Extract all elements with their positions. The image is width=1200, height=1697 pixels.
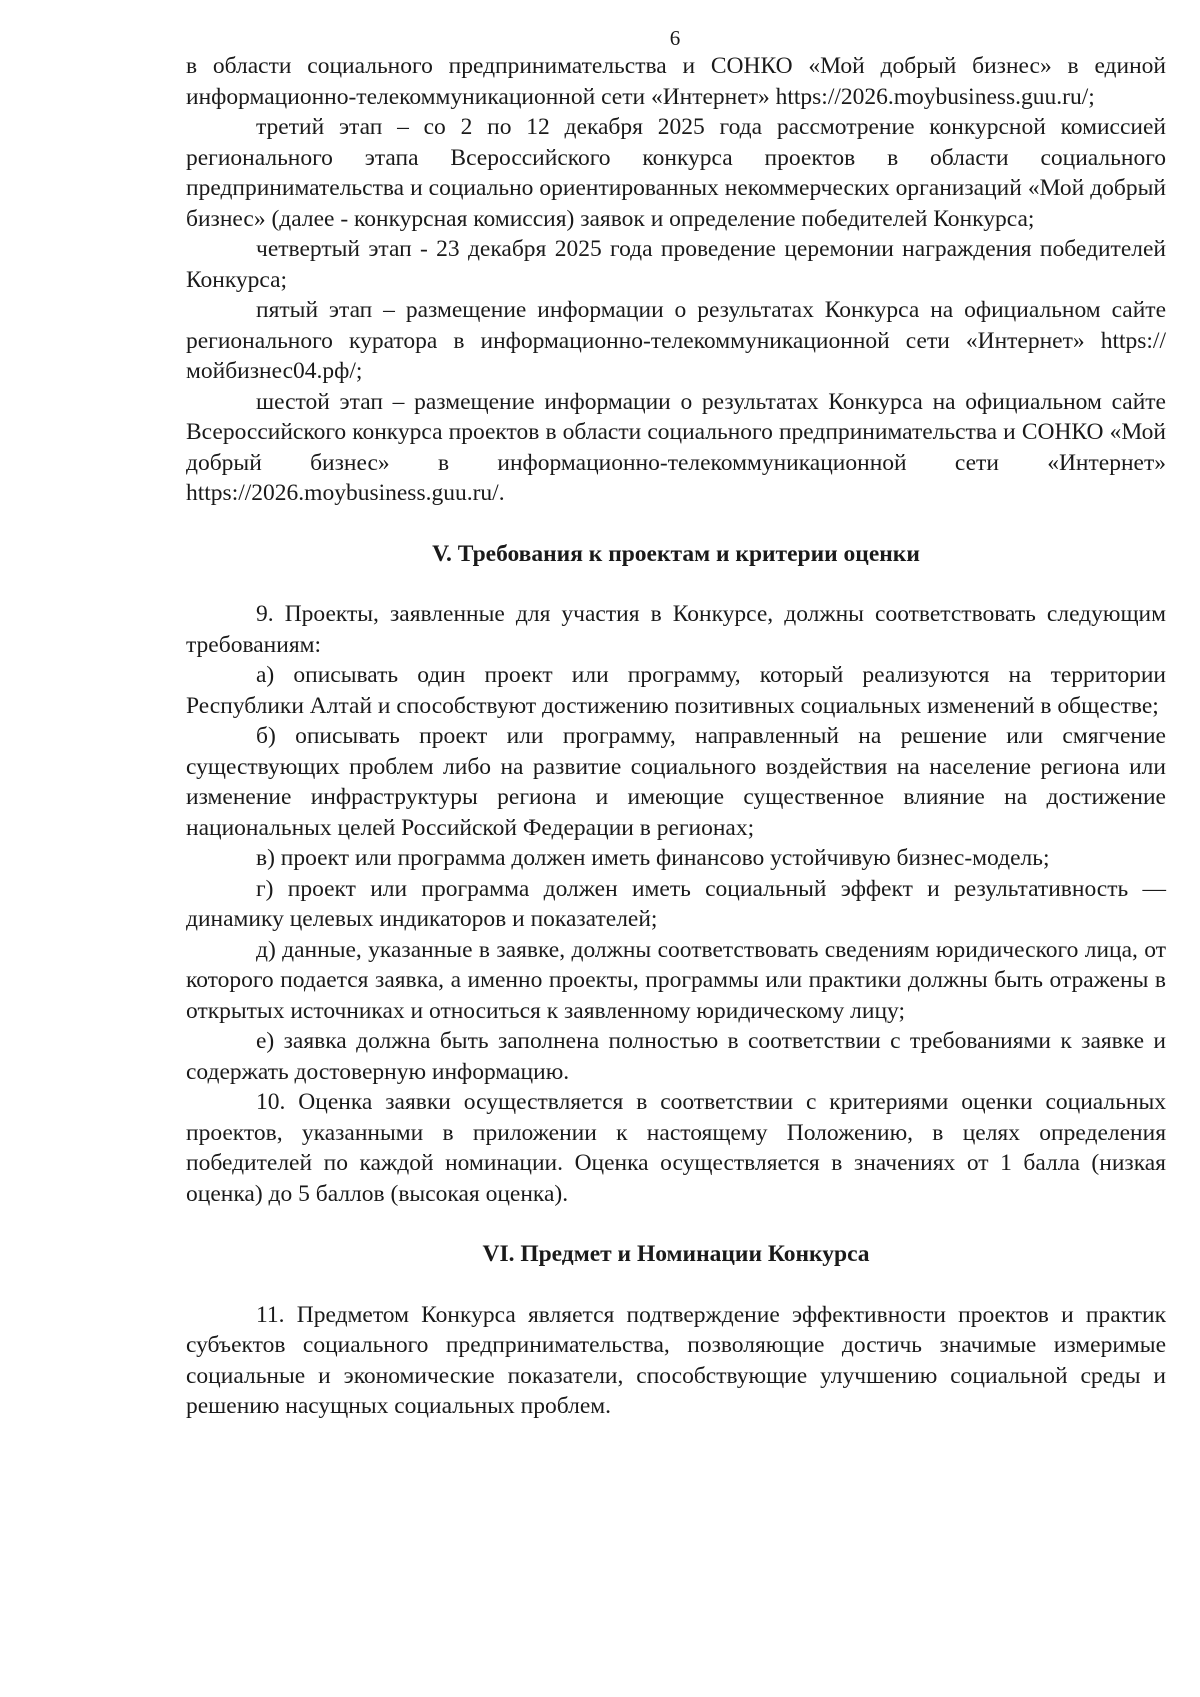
document-body xyxy=(186,51,1166,1422)
paragraph-9b: б) описывать проект или программу, направленный на решение или смягчение существующих проблем либо на развитие социального воздействия на население региона или изменение инфраструктуры региона и имеющие существенное влияние на достижение национальных целей Российской Федерации в регионах; xyxy=(186,723,1166,841)
paragraph-9a: а) описывать один проект или программу, который реализуются на территории Республики Алтай и способствуют достижению позитивных социальных изменений в обществе; xyxy=(186,662,1166,719)
paragraph-9v: в) проект или программа должен иметь финансово устойчивую бизнес-модель; xyxy=(256,845,1050,871)
page-number: 6 xyxy=(669,26,681,50)
section-6-title: VI. Предмет и Номинации Конкурса xyxy=(482,1241,870,1267)
paragraph-stage-4: четвертый этап - 23 декабря 2025 года проведение церемонии награждения победителей Конкурса; xyxy=(186,236,1166,293)
paragraph-stage-6: шестой этап – размещение информации о результатах Конкурса на официальном сайте Всероссийского конкурса проектов в области социального предпринимательства и СОНКО «Мой добрый бизнес» в информационно-телекоммуникационной сети «Интернет» https://2026.moybusiness.guu.ru/. xyxy=(186,388,1166,506)
paragraph-9g: г) проект или программа должен иметь социальный эффект и результативность — динамику целевых индикаторов и показателей; xyxy=(186,875,1166,932)
paragraph-10: 10. Оценка заявки осуществляется в соответствии с критериями оценки социальных проектов, указанными в приложении к настоящему Положению, в целях определения победителей по каждой номинации. Оценка осуществляется в значениях от 1 балла (низкая оценка) до 5 баллов (высокая оценка). xyxy=(186,1089,1166,1207)
paragraph-9: 9. Проекты, заявленные для участия в Конкурсе, должны соответствовать следующим требованиям: xyxy=(186,601,1166,658)
section-5-title: V. Требования к проектам и критерии оценки xyxy=(432,540,920,567)
paragraph-9d: д) данные, указанные в заявке, должны соответствовать сведениям юридического лица, от которого подается заявка, а именно проекты, программы или практики должны быть отражены в открытых источниках и относиться к заявленному юридическому лицу; xyxy=(186,936,1166,1024)
paragraph-stage-5: пятый этап – размещение информации о результатах Конкурса на официальном сайте регионального куратора в информационно-телекоммуникационной сети «Интернет» https://мойбизнес04.рф/; xyxy=(186,297,1166,384)
paragraph-stage-3: третий этап – со 2 по 12 декабря 2025 года рассмотрение конкурсной комиссией регионального этапа Всероссийского конкурса проектов в области социального предпринимательства и социально ориентированных некоммерческих организаций «Мой добрый бизнес» (далее - конкурсная комиссия) заявок и определение победителей Конкурса; xyxy=(186,114,1166,232)
paragraph-continuation: в области социального предпринимательства и СОНКО «Мой добрый бизнес» в единой информационно-телекоммуникационной сети «Интернет» https://2026.moybusiness.guu.ru/; xyxy=(186,53,1166,110)
paragraph-11: 11. Предметом Конкурса является подтверждение эффективности проектов и практик субъектов социального предпринимательства, позволяющие достичь значимые измеримые социальные и экономические показатели, способствующие улучшению социальной среды и решению насущных социальных проблем. xyxy=(186,1301,1166,1419)
paragraph-9e: е) заявка должна быть заполнена полностью в соответствии с требованиями к заявке и содержать достоверную информацию. xyxy=(186,1028,1166,1085)
